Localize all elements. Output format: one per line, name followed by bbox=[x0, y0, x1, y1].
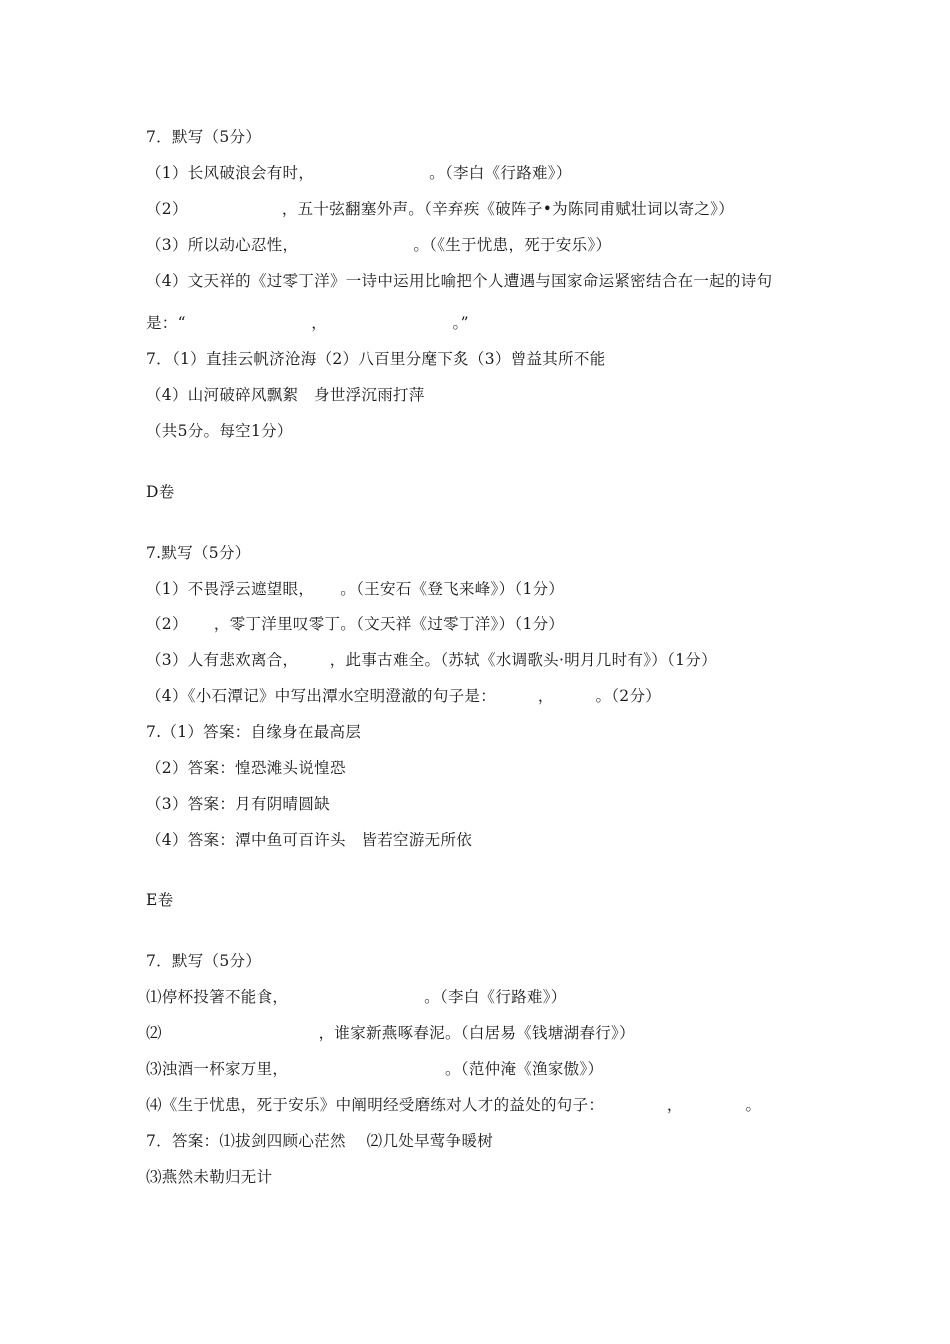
section-d-heading: D卷 bbox=[146, 483, 175, 501]
section-e-item-1: ⑴停杯投箸不能食， 。（李白《行路难》） bbox=[146, 988, 567, 1006]
question-item-4: （4）文天祥的《过零丁洋》一诗中运用比喻把个人遭遇与国家命运紧密结合在一起的诗句 bbox=[146, 272, 773, 290]
section-e-item-3: ⑶浊酒一杯家万里， 。（范仲淹《渔家傲》） bbox=[146, 1060, 604, 1078]
question-item-1: （1）长风破浪会有时， 。（李白《行路难》） bbox=[146, 164, 572, 182]
answer-line-1: 7．（1）直挂云帆济沧海（2）八百里分麾下炙（3）曾益其所不能 bbox=[146, 350, 606, 368]
section-e-answer-2: ⑶燕然未勒归无计 bbox=[146, 1168, 273, 1186]
section-d-item-1: （1）不畏浮云遮望眼， 。（王安石《登飞来峰》）（1分） bbox=[146, 580, 565, 598]
section-e-item-4: ⑷《生于忧患，死于安乐》中阐明经受磨练对人才的益处的句子： ， 。 bbox=[146, 1096, 762, 1114]
section-d-item-3: （3）人有悲欢离合， ，此事古难全。（苏轼《水调歌头·明月几时有》）（1分） bbox=[146, 651, 717, 669]
section-e-question-title: 7．默写（5分） bbox=[146, 952, 262, 970]
section-d-question-title: 7.默写（5分） bbox=[146, 544, 251, 562]
section-d-answer-4: （4）答案：潭中鱼可百许头 皆若空游无所依 bbox=[146, 831, 473, 849]
section-d-answer-1: 7.（1）答案：自缘身在最高层 bbox=[146, 723, 362, 741]
section-e-item-2: ⑵ ，谁家新燕啄春泥。（白居易《钱塘湖春行》） bbox=[146, 1024, 635, 1042]
question-7-title: 7．默写（5分） bbox=[146, 128, 262, 146]
answer-line-2: （4）山河破碎风飘絮 身世浮沉雨打萍 bbox=[146, 386, 425, 404]
scoring-note: （共5分。每空1分） bbox=[146, 422, 293, 440]
question-item-4-continued: 是：“ ， 。” bbox=[146, 314, 469, 332]
section-e-heading: E卷 bbox=[146, 891, 174, 909]
section-d-item-4: （4）《小石潭记》中写出潭水空明澄澈的句子是： ， 。（2分） bbox=[146, 687, 662, 705]
question-item-2: （2） ，五十弦翻塞外声。（辛弃疾《破阵子•为陈同甫赋壮词以寄之》） bbox=[146, 200, 734, 218]
section-d-item-2: （2） ，零丁洋里叹零丁。（文天祥《过零丁洋》）（1分） bbox=[146, 615, 565, 633]
section-d-answer-3: （3）答案：月有阴晴圆缺 bbox=[146, 795, 330, 813]
section-e-answer-1: 7．答案：⑴拔剑四顾心茫然 ⑵几处早莺争暖树 bbox=[146, 1132, 494, 1150]
section-d-answer-2: （2）答案：惶恐滩头说惶恐 bbox=[146, 759, 346, 777]
question-item-3: （3）所以动心忍性， 。（《生于忧患，死于安乐》） bbox=[146, 236, 612, 254]
